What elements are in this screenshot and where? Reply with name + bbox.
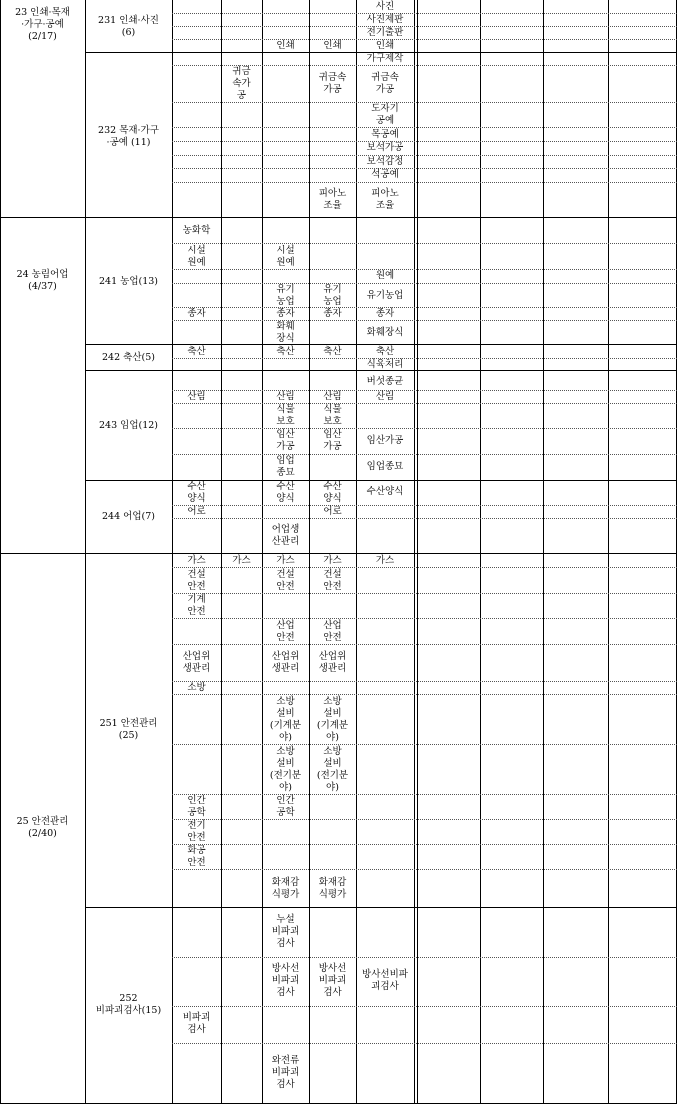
- section-label-23: [0, 7, 85, 43]
- cell: [356, 188, 414, 212]
- cell-line: 수산: [323, 481, 342, 492]
- cell-line: 조율: [323, 200, 342, 211]
- cell: [309, 72, 356, 96]
- cell: [172, 651, 221, 675]
- cell-line: 장식: [276, 333, 295, 344]
- cell-line: 귀금: [232, 66, 251, 77]
- cell: [356, 72, 414, 96]
- cell-line: 임산: [323, 429, 342, 440]
- subsection-label-line: 242 축산(5): [102, 352, 155, 363]
- row-divider: [172, 26, 677, 27]
- subsection-label-251: [85, 718, 172, 742]
- row-divider: [172, 844, 677, 845]
- cell-line: 가공: [323, 441, 342, 452]
- cell: [309, 188, 356, 212]
- cell-line: 보호: [323, 416, 342, 427]
- cell: [262, 284, 309, 308]
- row-divider: [172, 694, 677, 695]
- cell-line: 조율: [375, 200, 395, 211]
- section-label-line: 23 인쇄·목재: [15, 7, 70, 18]
- subsection-label-line: 241 농업(13): [98, 276, 158, 287]
- cell: 목공예: [371, 129, 399, 140]
- row-divider: [172, 141, 677, 142]
- cell: [172, 1012, 221, 1036]
- cell: 수산양식: [366, 486, 404, 497]
- cell-line: 안전: [187, 606, 206, 617]
- cell-line: 안전: [323, 632, 342, 643]
- row-divider: [172, 518, 677, 519]
- row-divider: [172, 869, 677, 870]
- cell-line: 화훼: [276, 321, 295, 332]
- cell: [309, 481, 356, 505]
- cell-line: 양식: [323, 493, 342, 504]
- cell-line: 공예: [375, 115, 395, 126]
- cell: 어로: [187, 506, 206, 517]
- subsection-label-241: [85, 276, 172, 288]
- row-divider: [172, 358, 677, 359]
- cell: [262, 696, 309, 744]
- row-divider: [172, 681, 677, 682]
- row-divider: [172, 794, 677, 795]
- subsection-label-252: [85, 993, 172, 1017]
- row-divider: [172, 505, 677, 506]
- row-divider: [172, 39, 677, 40]
- cell-line: 설비: [323, 708, 342, 719]
- cell-line: 안전: [187, 857, 206, 868]
- row-divider: [172, 13, 677, 14]
- cell: [262, 429, 309, 453]
- cell-line: 소방: [276, 696, 295, 707]
- cell-line: 공학: [187, 807, 206, 818]
- cell-line: 임산: [276, 429, 295, 440]
- row-divider: [172, 957, 677, 958]
- col-line: [85, 0, 86, 1104]
- cell: 가구제작: [366, 53, 404, 64]
- cell: [262, 877, 309, 901]
- cell: [309, 284, 356, 308]
- cell: [262, 569, 309, 593]
- cell-line: 원예: [187, 257, 206, 268]
- cell: 산림: [187, 391, 206, 402]
- cell-line: 산업위: [271, 651, 300, 662]
- cell: [262, 651, 309, 675]
- cell: [172, 245, 221, 269]
- cell-line: 검사: [187, 1024, 206, 1035]
- cell-line: 보호: [276, 416, 295, 427]
- cell-line: 비파괴: [318, 975, 347, 986]
- cell: 축산: [323, 346, 342, 357]
- cell: [262, 620, 309, 644]
- cell: 사진제판: [366, 14, 404, 25]
- subsection-label-231: [85, 15, 172, 39]
- subsection-label-line: 252: [119, 993, 138, 1004]
- cell-line: 소방: [323, 746, 342, 757]
- col-line: [172, 0, 173, 1104]
- row-divider: [172, 168, 677, 169]
- cell: [172, 795, 221, 819]
- cell-line: 산관리: [271, 536, 300, 547]
- cell: 축산: [276, 346, 295, 357]
- cell-line: 와전류: [271, 1055, 300, 1066]
- row-divider: [172, 618, 677, 619]
- cell: 원예: [375, 270, 395, 281]
- cell-line: 식평가: [271, 889, 300, 900]
- cell: [309, 963, 356, 999]
- cell-line: 식물: [323, 404, 342, 415]
- cell-line: 화재감: [318, 877, 347, 888]
- row-divider: [172, 182, 677, 183]
- cell-line: 설비: [276, 708, 295, 719]
- row-divider: [172, 403, 677, 404]
- subsection-label-242: [85, 352, 172, 364]
- row-divider: [172, 243, 677, 244]
- subsection-label-line: 비파괴검사(15): [95, 1005, 162, 1016]
- row-divider: [172, 102, 677, 103]
- cell: 인쇄: [276, 40, 295, 51]
- section-label-25: [0, 816, 85, 840]
- cell-line: 양식: [276, 493, 295, 504]
- cell: [262, 524, 309, 548]
- cell: 유기농업: [366, 290, 404, 301]
- cell-line: 가공: [323, 84, 342, 95]
- subsection-label-line: (25): [118, 730, 139, 741]
- cell-line: 비파괴: [182, 1012, 211, 1023]
- cell: 축산: [375, 346, 395, 357]
- cell-line: 산업위: [318, 651, 347, 662]
- cell: 종자: [276, 308, 295, 319]
- row-divider: [172, 744, 677, 745]
- cell: 임업종묘: [366, 461, 404, 472]
- cell-line: 설비: [323, 758, 342, 769]
- col-line: [480, 0, 481, 1104]
- cell-line: 안전: [276, 632, 295, 643]
- cell: [309, 620, 356, 644]
- cell: [172, 481, 221, 505]
- cell: 산림: [276, 391, 295, 402]
- cell: [356, 103, 414, 127]
- cell: 화훼장식: [366, 327, 404, 338]
- cell-line: 괴검사: [371, 981, 399, 992]
- cell-line: 원예: [276, 257, 295, 268]
- cell-line: (기계분: [316, 720, 349, 731]
- cell-line: 임업: [276, 455, 295, 466]
- cell: [309, 404, 356, 428]
- cell-line: 식물: [276, 404, 295, 415]
- subsection-label-244: [85, 511, 172, 523]
- cell: [309, 877, 356, 901]
- cell: 가스: [232, 555, 251, 566]
- cell-line: 방사선비파: [362, 969, 408, 980]
- cell: [262, 455, 309, 479]
- cell-line: 인간: [276, 795, 295, 806]
- cell-line: 어업생: [271, 524, 300, 535]
- row-divider: [172, 819, 677, 820]
- cell: [262, 245, 309, 269]
- cell: [262, 963, 309, 999]
- cell-line: 야): [279, 732, 292, 743]
- cell-line: 수산: [276, 481, 295, 492]
- cell: [262, 746, 309, 794]
- cell: [309, 569, 356, 593]
- cell: [356, 969, 414, 993]
- cell: 석공예: [371, 169, 399, 180]
- cell-line: 비파괴: [271, 1067, 300, 1078]
- cell-line: 안전: [187, 832, 206, 843]
- cell-line: 전기: [187, 820, 206, 831]
- cell-line: 농업: [323, 296, 342, 307]
- cell-line: 수산: [187, 481, 206, 492]
- cell: [221, 66, 262, 102]
- cell: [262, 795, 309, 819]
- subsection-label-line: 243 임업(12): [98, 420, 158, 431]
- subsection-label-line: 231 인쇄·사진: [98, 15, 159, 26]
- cell-line: 건설: [276, 569, 295, 580]
- cell-line: 식평가: [318, 889, 347, 900]
- cell: [262, 1055, 309, 1091]
- cell: [172, 845, 221, 869]
- subsection-label-line: 251 안전관리: [99, 718, 158, 729]
- cell-line: 농업: [276, 296, 295, 307]
- cell: 전기출판: [366, 27, 404, 38]
- cell: [172, 594, 221, 618]
- row-divider: [172, 593, 677, 594]
- row-divider: [172, 307, 677, 308]
- cell: 가스: [276, 555, 295, 566]
- cell-line: 가공: [375, 84, 395, 95]
- cell-line: (전기분: [316, 770, 349, 781]
- cell: 사진: [375, 1, 395, 12]
- cell-line: 유기: [276, 284, 295, 295]
- cell-line: 누설: [276, 914, 295, 925]
- cell: 종자: [187, 308, 206, 319]
- section-divider: [0, 553, 677, 554]
- cell-line: 귀금속: [371, 72, 399, 83]
- cell: 가스: [375, 555, 395, 566]
- cell: [262, 481, 309, 505]
- cell: 버섯종균: [366, 376, 404, 387]
- col-line: [608, 0, 609, 1104]
- section-divider: [0, 217, 677, 218]
- section-label-line: (2/40): [28, 828, 57, 839]
- cell: 산림: [323, 391, 342, 402]
- row-divider: [172, 567, 677, 568]
- col-line: [0, 0, 1, 1104]
- cell-line: 인간: [187, 795, 206, 806]
- cell-line: 기계: [187, 594, 206, 605]
- cell-line: 야): [279, 782, 292, 793]
- section-label-line: (4/37): [28, 281, 57, 292]
- cell-line: 공: [236, 90, 247, 101]
- row-divider: [172, 127, 677, 128]
- cell-line: 검사: [276, 1079, 295, 1090]
- row-divider: [172, 269, 677, 270]
- cell: [309, 746, 356, 794]
- row-divider: [172, 283, 677, 284]
- subsection-label-232: [85, 125, 172, 149]
- subsection-divider: [85, 344, 677, 345]
- cell: 어로: [323, 506, 342, 517]
- cell-line: 귀금속: [318, 72, 347, 83]
- cell-line: 검사: [276, 987, 295, 998]
- row-divider: [172, 428, 677, 429]
- cell: 가스: [187, 555, 206, 566]
- cell: 가스: [323, 555, 342, 566]
- cell-line: 비파괴: [271, 926, 300, 937]
- row-divider: [172, 320, 677, 321]
- cell-line: 양식: [187, 493, 206, 504]
- subsection-label-line: 244 어업(7): [102, 511, 155, 522]
- cell-line: 야): [326, 782, 339, 793]
- cell-line: 비파괴: [271, 975, 300, 986]
- cell-line: (기계분: [269, 720, 302, 731]
- cell-line: 도자기: [371, 103, 399, 114]
- cell-line: 생관리: [318, 663, 347, 674]
- cell-line: 검사: [323, 987, 342, 998]
- cell: 산림: [375, 391, 395, 402]
- cell-line: 피아노: [371, 188, 399, 199]
- cell: [262, 914, 309, 950]
- cell: 식육처리: [366, 359, 404, 370]
- cell-line: 공학: [276, 807, 295, 818]
- cell-line: 생관리: [271, 663, 300, 674]
- cell-line: 설비: [276, 758, 295, 769]
- section-label-line: 24 농림어업: [16, 269, 69, 280]
- row-divider: [172, 1043, 677, 1044]
- cell-line: 건설: [187, 569, 206, 580]
- cell: [172, 820, 221, 844]
- col-line: [221, 0, 222, 1104]
- cell: 보석가공: [366, 142, 404, 153]
- subsection-label-line: ·공예 (11): [106, 137, 151, 148]
- subsection-label-243: [85, 420, 172, 432]
- cell-line: 산업위: [182, 651, 211, 662]
- cell: 축산: [187, 346, 206, 357]
- cell: [262, 321, 309, 345]
- row-divider: [172, 1006, 677, 1007]
- cell: [309, 429, 356, 453]
- row-divider: [172, 644, 677, 645]
- cell-line: (전기분: [269, 770, 302, 781]
- row-divider: [172, 155, 677, 156]
- col-line: [543, 0, 544, 1104]
- subsection-divider: [85, 907, 677, 908]
- cell-line: 방사선: [318, 963, 347, 974]
- cell: 소방: [187, 682, 206, 693]
- cell: [172, 569, 221, 593]
- section-label-line: (2/17): [28, 31, 57, 42]
- cell: 농화학: [182, 225, 211, 236]
- cell-line: 검사: [276, 938, 295, 949]
- cell: 임산가공: [366, 435, 404, 446]
- cell-line: 생관리: [182, 663, 211, 674]
- cell-line: 방사선: [271, 963, 300, 974]
- cell-line: 가공: [276, 441, 295, 452]
- cell-line: 산업: [323, 620, 342, 631]
- cell-line: 화재감: [271, 877, 300, 888]
- cell: 보석감정: [366, 156, 404, 167]
- section-label-line: ·가구·공예: [21, 19, 64, 30]
- cell: 인쇄: [375, 40, 395, 51]
- cell-line: 산업: [276, 620, 295, 631]
- cell-line: 안전: [323, 581, 342, 592]
- subsection-label-line: 232 목재·가구: [98, 125, 159, 136]
- cell-line: 소방: [323, 696, 342, 707]
- cell-line: 안전: [187, 581, 206, 592]
- cell-line: 유기: [323, 284, 342, 295]
- cell: [309, 696, 356, 744]
- row-divider: [172, 390, 677, 391]
- section-label-line: 25 안전관리: [16, 816, 69, 827]
- col-line: [414, 0, 415, 1104]
- cell: 종자: [323, 308, 342, 319]
- col-line: [417, 0, 418, 1104]
- cell-line: 시설: [276, 245, 295, 256]
- subsection-label-line: (6): [121, 27, 136, 38]
- row-divider: [172, 454, 677, 455]
- col-line: [309, 0, 310, 1104]
- cell-line: 시설: [187, 245, 206, 256]
- cell-line: 건설: [323, 569, 342, 580]
- cell: 종자: [375, 308, 395, 319]
- section-label-24: [0, 269, 85, 293]
- cell-line: 피아노: [318, 188, 347, 199]
- cell-line: 안전: [276, 581, 295, 592]
- cell-line: 화공: [187, 845, 206, 856]
- cell-line: 종묘: [276, 467, 295, 478]
- cell-line: 야): [326, 732, 339, 743]
- cell-line: 속가: [232, 78, 251, 89]
- cell: [309, 651, 356, 675]
- cell: [262, 404, 309, 428]
- cell-line: 소방: [276, 746, 295, 757]
- cell: 인쇄: [323, 40, 342, 51]
